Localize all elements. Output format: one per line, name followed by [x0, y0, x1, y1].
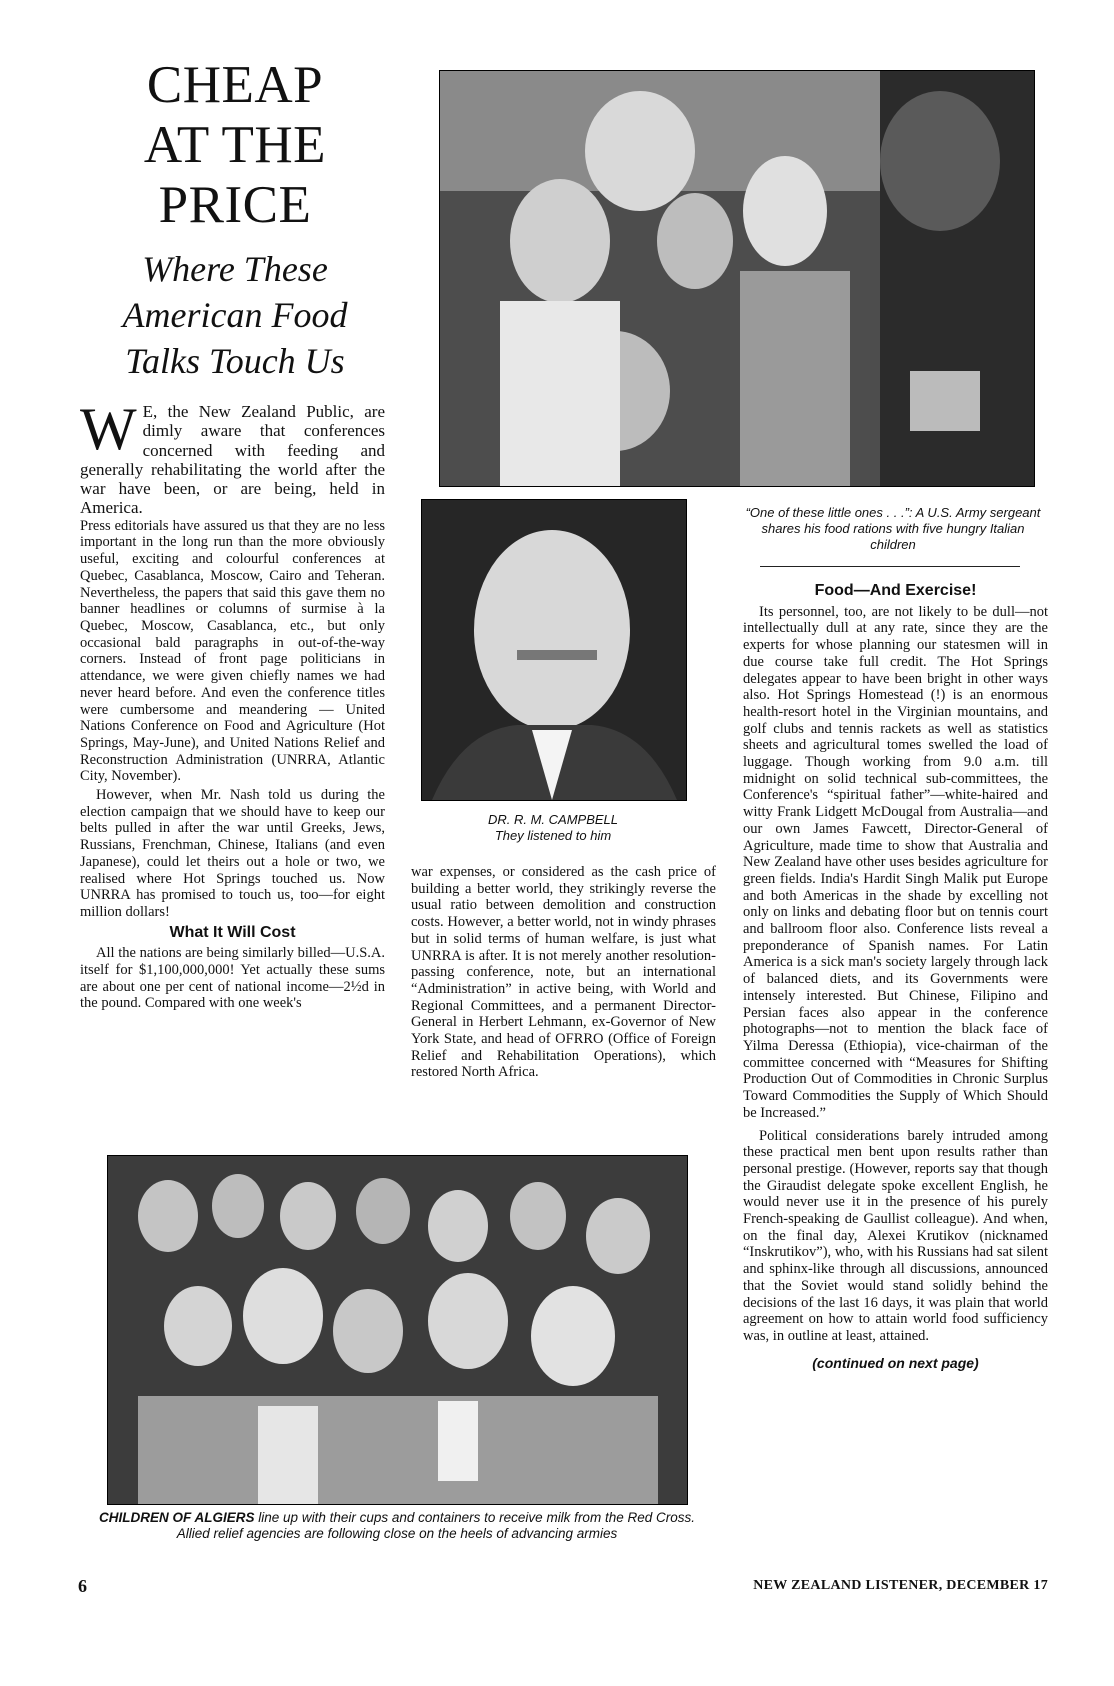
portrait-caption	[421, 812, 685, 844]
caption-divider	[760, 566, 1020, 567]
photo-sergeant-children-image	[440, 71, 1034, 486]
headline	[75, 55, 395, 235]
section-heading-cost: What It Will Cost	[169, 923, 296, 941]
bottom-photo-caption-rest: line up with their cups and containers to receive milk from the Red Cross. Allied relief agencies are following close on the heels of advancing armies	[176, 1510, 695, 1541]
bottom-photo-caption-bold: CHILDREN OF ALGIERS	[99, 1510, 255, 1525]
intro-paragraph-2: However, when Mr. Nash told us during the election campaign that we should have to keep our belts pulled in after the war until Greeks, Jews, Russians, Frenchman, Chinese, Italians (and even Japanese), could let theirs out a hole or two, we realised where Hot Springs touched us. Now UNRRA has promised to touch us, too—for eight million dollars!	[80, 787, 385, 920]
photo-children-of-algiers	[107, 1155, 688, 1505]
headline-line-1: CHEAP	[146, 56, 324, 114]
article-column-1	[80, 396, 385, 1012]
column-2-text: war expenses, or considered as the cash price of building a better world, they strikingly reverse the usual ratio between demolition and construction costs. However, a better world, not in windy phrases but in solid terms of human welfare, is just what UNRRA is after. It is not merely another resolution-passing conference, note, but an international “Administration” in active being, with World and Regional Committees, and a permanent Director-General in Herbert Lehmann, ex-Governor of New York State, and head of OFRRO (Office of Foreign Relief and Rehabilitation Operations), which restored North Africa.	[411, 864, 716, 1081]
subheadline-line-2: American Food	[122, 295, 348, 335]
bottom-photo-caption	[88, 1510, 706, 1542]
dropcap: W	[80, 396, 137, 462]
article-column-2	[411, 864, 716, 1081]
article-column-3	[743, 583, 1048, 1371]
photo-sergeant-children	[439, 70, 1035, 487]
section-exercise-paragraph-2: Political considerations barely intruded among these practical men bent upon results rather than personal prestige. (However, reports say that though the Giraudist delegate spoke excellent English, he would never use it in the presence of his purely French-speaking de Gaullist colleague). And when, on the final day, Alexei Krutikov (nicknamed “Inskrutikov”), who, with his Russians had sat silent and sphinx-like through all discussions, announced that the Soviet would stand solidly behind the decisions of the last 16 days, it was plain that world agreement on how to attain world food sufficiency was, in outline at least, attained.	[743, 1127, 1048, 1344]
headline-line-2: AT THE	[143, 116, 327, 174]
portrait-caption-name: DR. R. M. CAMPBELL	[487, 812, 619, 827]
photo-algiers-image	[108, 1156, 687, 1504]
portrait-caption-sub: They listened to him	[494, 828, 612, 843]
section-cost-text: All the nations are being similarly billed—U.S.A. itself for $1,100,000,000! Yet actually these sums are about one per cent of national income—2½d in the pound. Compared with one week's	[80, 945, 385, 1012]
headline-line-3: PRICE	[158, 176, 312, 234]
photo-portrait-campbell	[421, 499, 687, 801]
intro-lead-text: E, the New Zealand Public, are dimly aware that conferences concerned with feeding and generally rehabilitating the world after the war have been, or are being, held in America.	[80, 402, 385, 518]
page-number: 6	[78, 1576, 87, 1596]
subheadline-line-1: Where These	[142, 249, 328, 289]
section-exercise-text: Its personnel, too, are not likely to be dull—not intellectually dull at any rate, since they are the experts for whose planning our statesmen will in due course take full credit. The Hot Springs delegates appear to have been bright in other ways also. Hot Springs Homestead (!) is an enormous health-resort hotel in the Virginian mountains, and golf clubs and tennis rackets as well as statistics sheets and agricultural tomes swelled the load of luggage. Though working from 9.0 a.m. till midnight on solid technical sub-committees, the Conference's “spiritual father”—white-haired and witty Frank Lidgett McDougal from Australia—and our own James Fawcett, Director-General of Agriculture, made time to show that Australia and New Zealand have other uses besides agriculture for green fields. India's Hardit Singh Malik put Europe and both Americas in the shade by excelling not only on links and debating floor but on tennis court and ballroom floor also. Conference lists reveal a preponderance of Spanish names. For Latin America is a sick man's society largely through lack of balanced diets, and its Governments were intensely interested. But Chinese, Filipino and Persian faces also appear in the conference photographs—not to mention the black face of Yilma Deressa (Ethiopia), vice-chairman of the committee concerned with “Measures for Shifting Production Out of Commodities in Chronic Surplus Toward Commodities the Supply of Which Should be Increased.”	[743, 603, 1048, 1121]
section-heading-exercise: Food—And Exercise!	[814, 582, 977, 599]
top-photo-caption: “One of these little ones . . .”: A U.S. Army sergeant shares his food rations with five hungry Italian children	[745, 505, 1041, 552]
intro-body: Press editorials have assured us that they are no less important in the long run than the more obviously useful, exciting and colourful conferences at Quebec, Casablanca, Moscow, Cairo and Teheran. Nevertheless, the papers that said this gave them no banner headlines or columns of surmise à la Quebec, Moscow, Casablanca, etc., but only occasional bald paragraphs in out-of-the-way corners. Instead of front page politicians in attendance, we were given chiefly names we had never heard before. And even the conference titles were cumbersome and meandering — United Nations Conference on Food and Agriculture (Hot Springs, May-June), and United Nations Relief and Reconstruction Administration (UNRRA, Atlantic City, November).	[80, 517, 385, 785]
publication-footer: NEW ZEALAND LISTENER, DECEMBER 17	[753, 1578, 1048, 1593]
continued-note: (continued on next page)	[812, 1354, 979, 1371]
subheadline-line-3: Talks Touch Us	[125, 341, 345, 381]
portrait-image	[422, 500, 686, 800]
intro-lead-paragraph	[80, 396, 385, 518]
subheadline	[75, 246, 395, 384]
